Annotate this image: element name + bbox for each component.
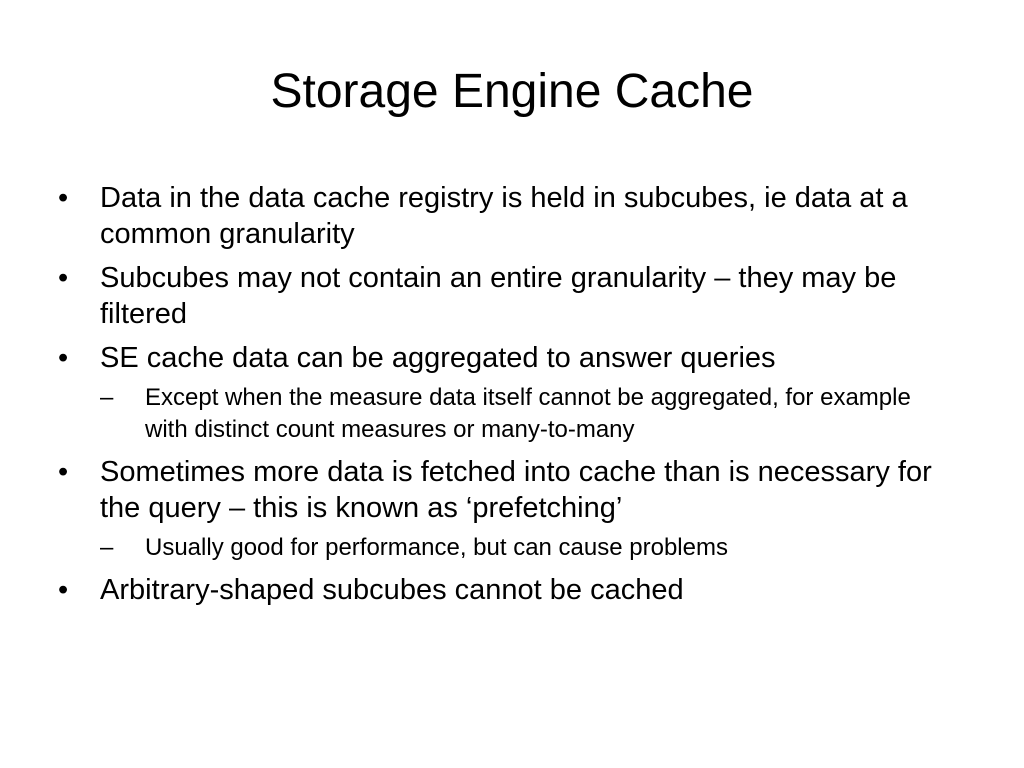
bullet-list bbox=[58, 180, 958, 616]
dash-marker: – bbox=[100, 384, 114, 411]
sub-bullet-text: Except when the measure data itself cannot be aggregated, for example with distinct count measures or many-to-many bbox=[145, 384, 911, 443]
slide-title: Storage Engine Cache bbox=[270, 65, 754, 118]
sub-list bbox=[100, 532, 958, 564]
sub-bullet-item bbox=[100, 382, 958, 446]
bullet-text: Subcubes may not contain an entire granularity – they may be filtered bbox=[100, 262, 897, 330]
sub-bullet-item bbox=[100, 532, 958, 564]
bullet-item bbox=[58, 180, 958, 252]
bullet-item bbox=[58, 260, 958, 332]
bullet-marker: • bbox=[58, 342, 69, 374]
bullet-item bbox=[58, 572, 958, 608]
bullet-marker: • bbox=[58, 456, 69, 488]
bullet-text: SE cache data can be aggregated to answer queries bbox=[100, 342, 776, 374]
sub-list bbox=[100, 382, 958, 446]
bullet-marker: • bbox=[58, 182, 69, 214]
bullet-marker: • bbox=[58, 574, 69, 606]
bullet-text: Data in the data cache registry is held in subcubes, ie data at a common granularity bbox=[100, 182, 908, 250]
bullet-text: Arbitrary-shaped subcubes cannot be cached bbox=[100, 574, 684, 606]
bullet-text: Sometimes more data is fetched into cache than is necessary for the query – this is known as ‘prefetching’ bbox=[100, 456, 932, 524]
bullet-item bbox=[58, 454, 958, 564]
dash-marker: – bbox=[100, 534, 114, 561]
sub-bullet-text: Usually good for performance, but can cause problems bbox=[145, 534, 728, 561]
bullet-item bbox=[58, 340, 958, 446]
bullet-marker: • bbox=[58, 262, 69, 294]
